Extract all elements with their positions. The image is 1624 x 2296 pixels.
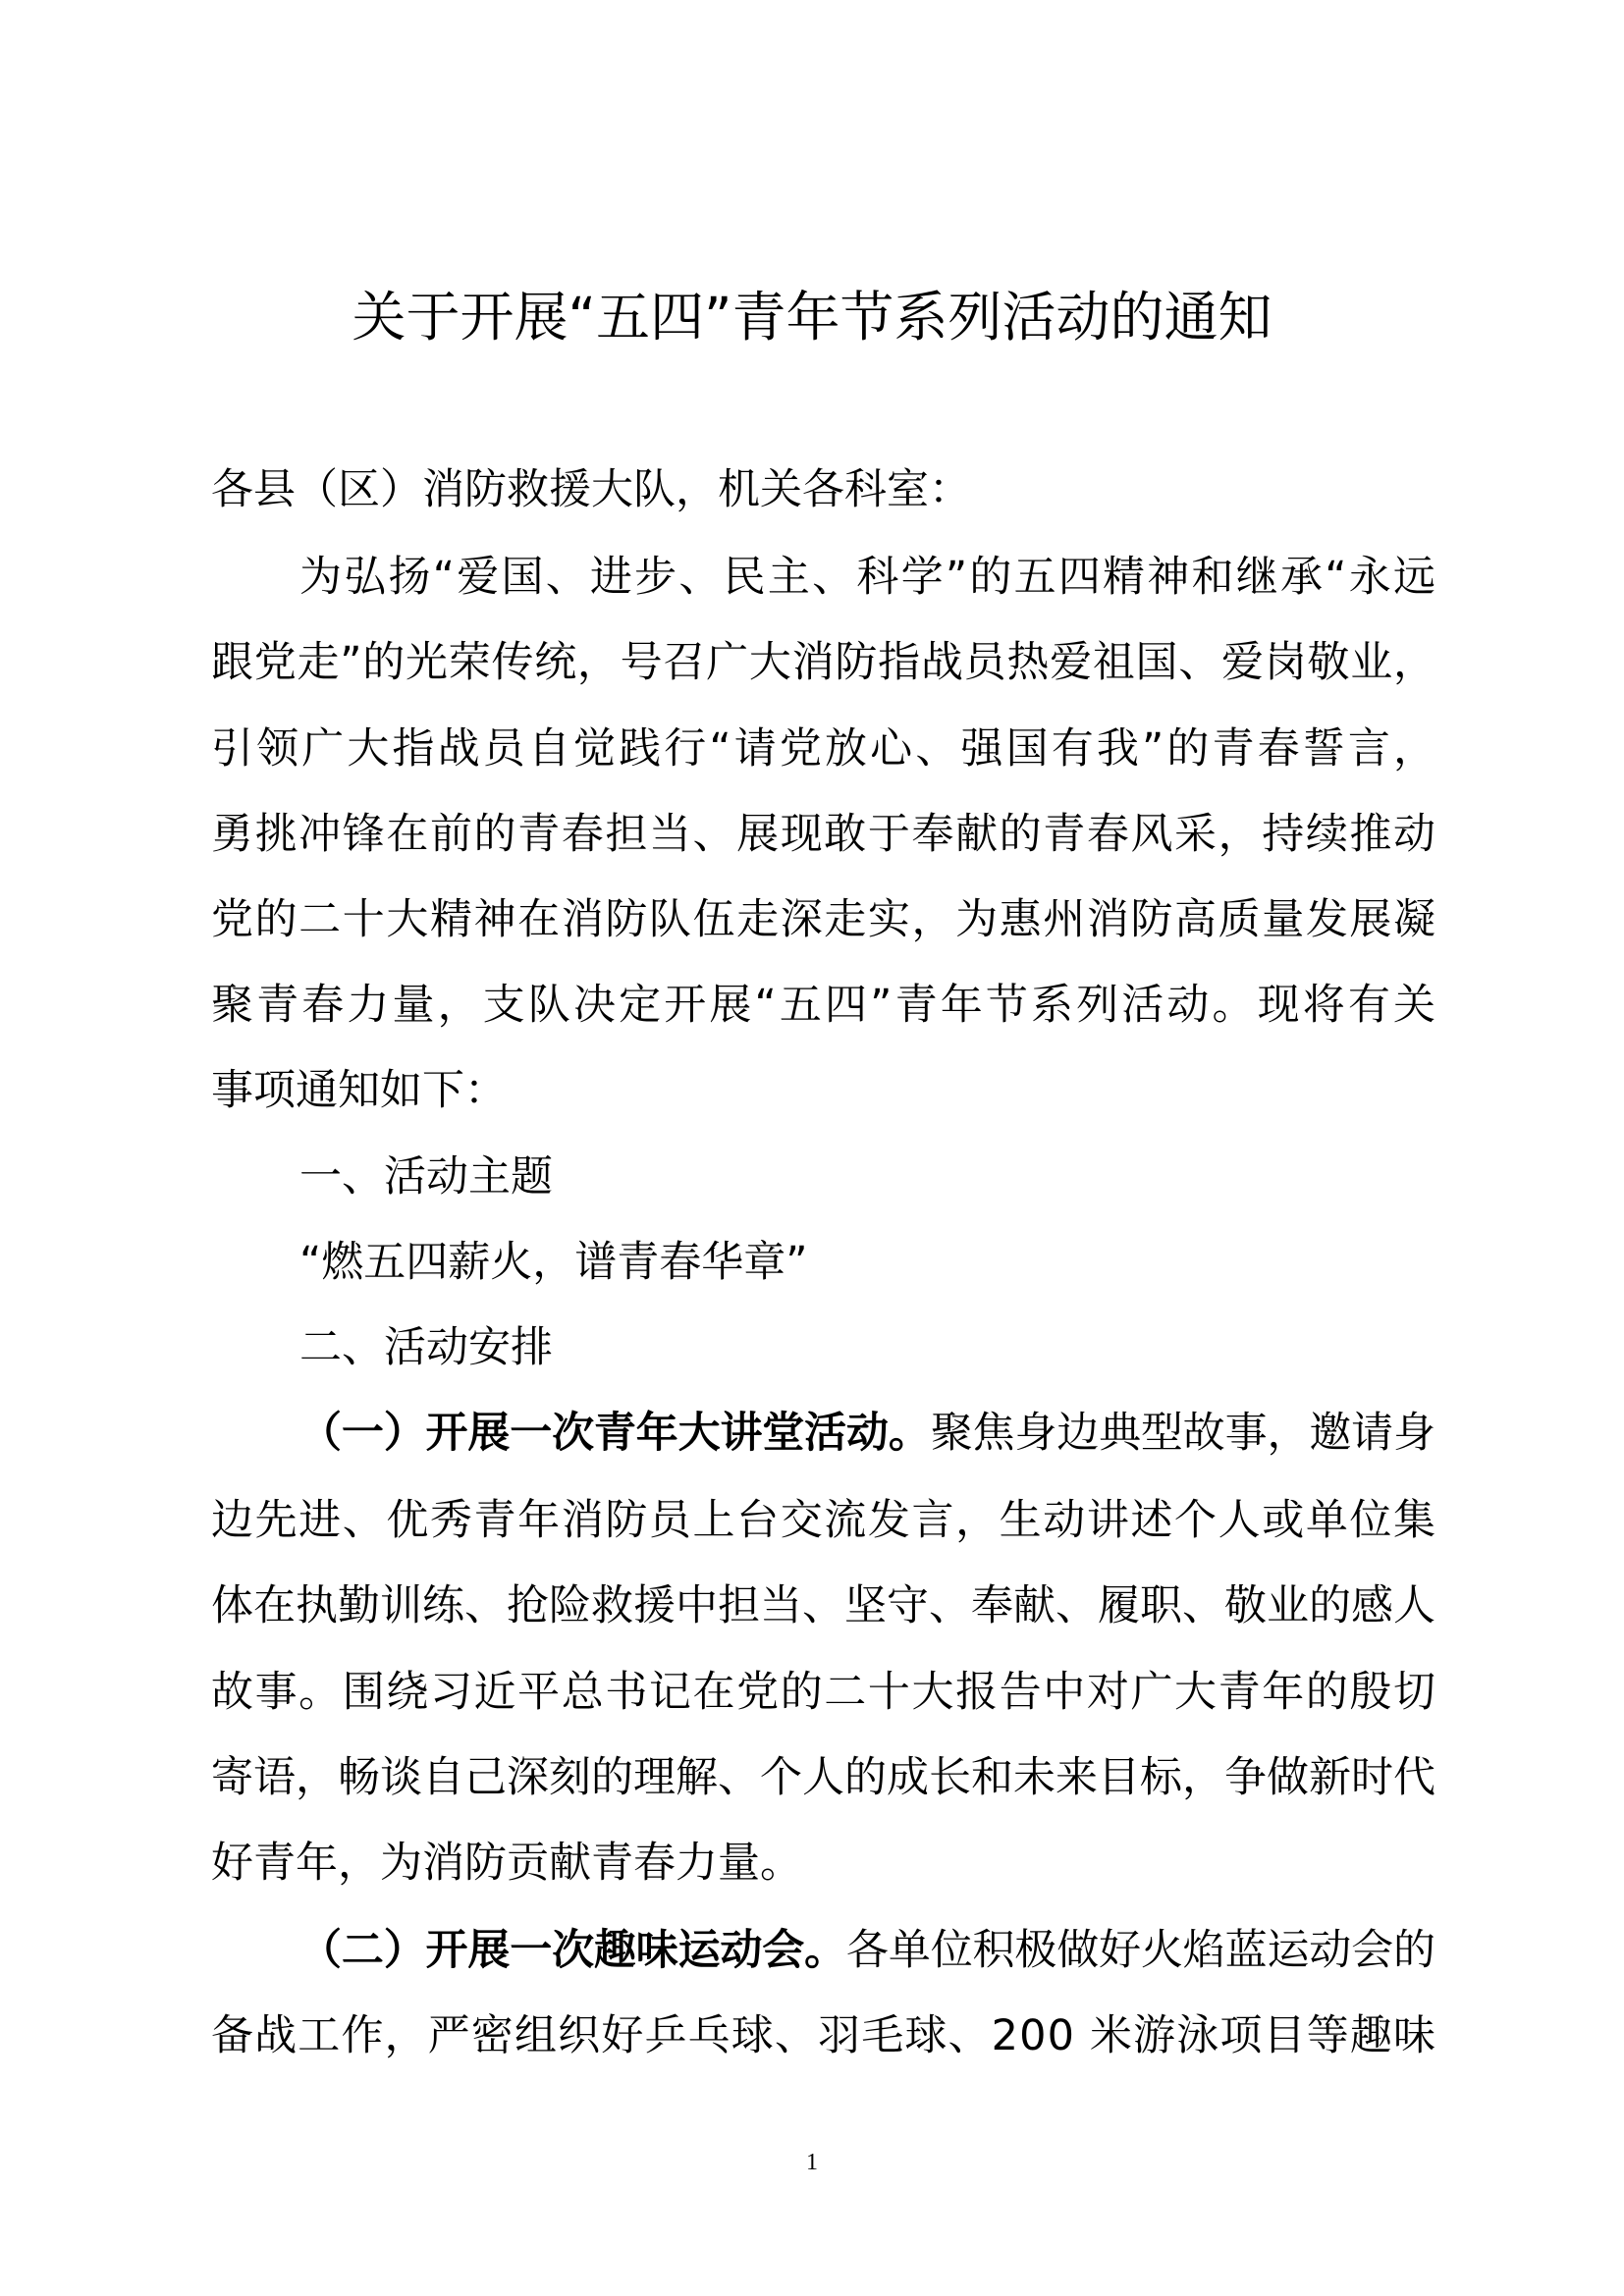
item1-line: 故事。围绕习近平总书记在党的二十大报告中对广大青年的殷切 [211,1668,1437,1717]
intro-line: 为弘扬“爱国、进步、民主、科学”的五四精神和继承“永远 [299,553,1438,602]
item1-line: 好青年，为消防贡献青春力量。 [211,1839,802,1888]
item2-text: 各单位积极做好火焰蓝运动会的 [846,1926,1435,1975]
intro-line: 事项通知如下： [211,1066,507,1115]
item1-line [299,1404,1435,1463]
item2-line [299,1921,1435,1980]
document-title: 关于开展“五四”青年节系列活动的通知 [352,286,1272,348]
salutation: 各县（区）消防救援大队，机关各科室： [211,465,971,514]
intro-line: 党的二十大精神在消防队伍走深走实，为惠州消防高质量发展凝 [211,895,1437,944]
item1-text: 聚焦身边典型故事，邀请身 [930,1409,1435,1458]
intro-line: 引领广大指战员自觉践行“请党放心、强国有我”的青春誓言， [211,724,1439,774]
section-heading: 一、活动主题 [299,1152,553,1201]
activity-theme: “燃五四薪火，谱青春华章” [299,1238,808,1287]
item1-heading: （一）开展一次青年大讲堂活动。 [299,1409,931,1458]
item1-line: 寄语，畅谈自己深刻的理解、个人的成长和未来目标，争做新时代 [211,1753,1435,1802]
item1-line: 体在执勤训练、抢险救援中担当、坚守、奉献、履职、敬业的感人 [211,1581,1435,1630]
intro-line: 跟党走”的光荣传统，号召广大消防指战员热爱祖国、爱岗敬业， [211,638,1436,687]
intro-line: 勇挑冲锋在前的青春担当、展现敢于奉献的青春风采，持续推动 [211,810,1437,859]
intro-line: 聚青春力量，支队决定开展“五四”青年节系列活动。现将有关 [211,981,1439,1030]
item1-line: 边先进、优秀青年消防员上台交流发言，生动讲述个人或单位集 [211,1496,1437,1545]
section-heading: 二、活动安排 [299,1323,553,1372]
page-number: 1 [806,2150,818,2175]
item2-line: 备战工作，严密组织好乒乓球、羽毛球、200 米游泳项目等趣味 [211,2011,1437,2060]
item2-heading: （二）开展一次趣味运动会。 [299,1926,846,1975]
